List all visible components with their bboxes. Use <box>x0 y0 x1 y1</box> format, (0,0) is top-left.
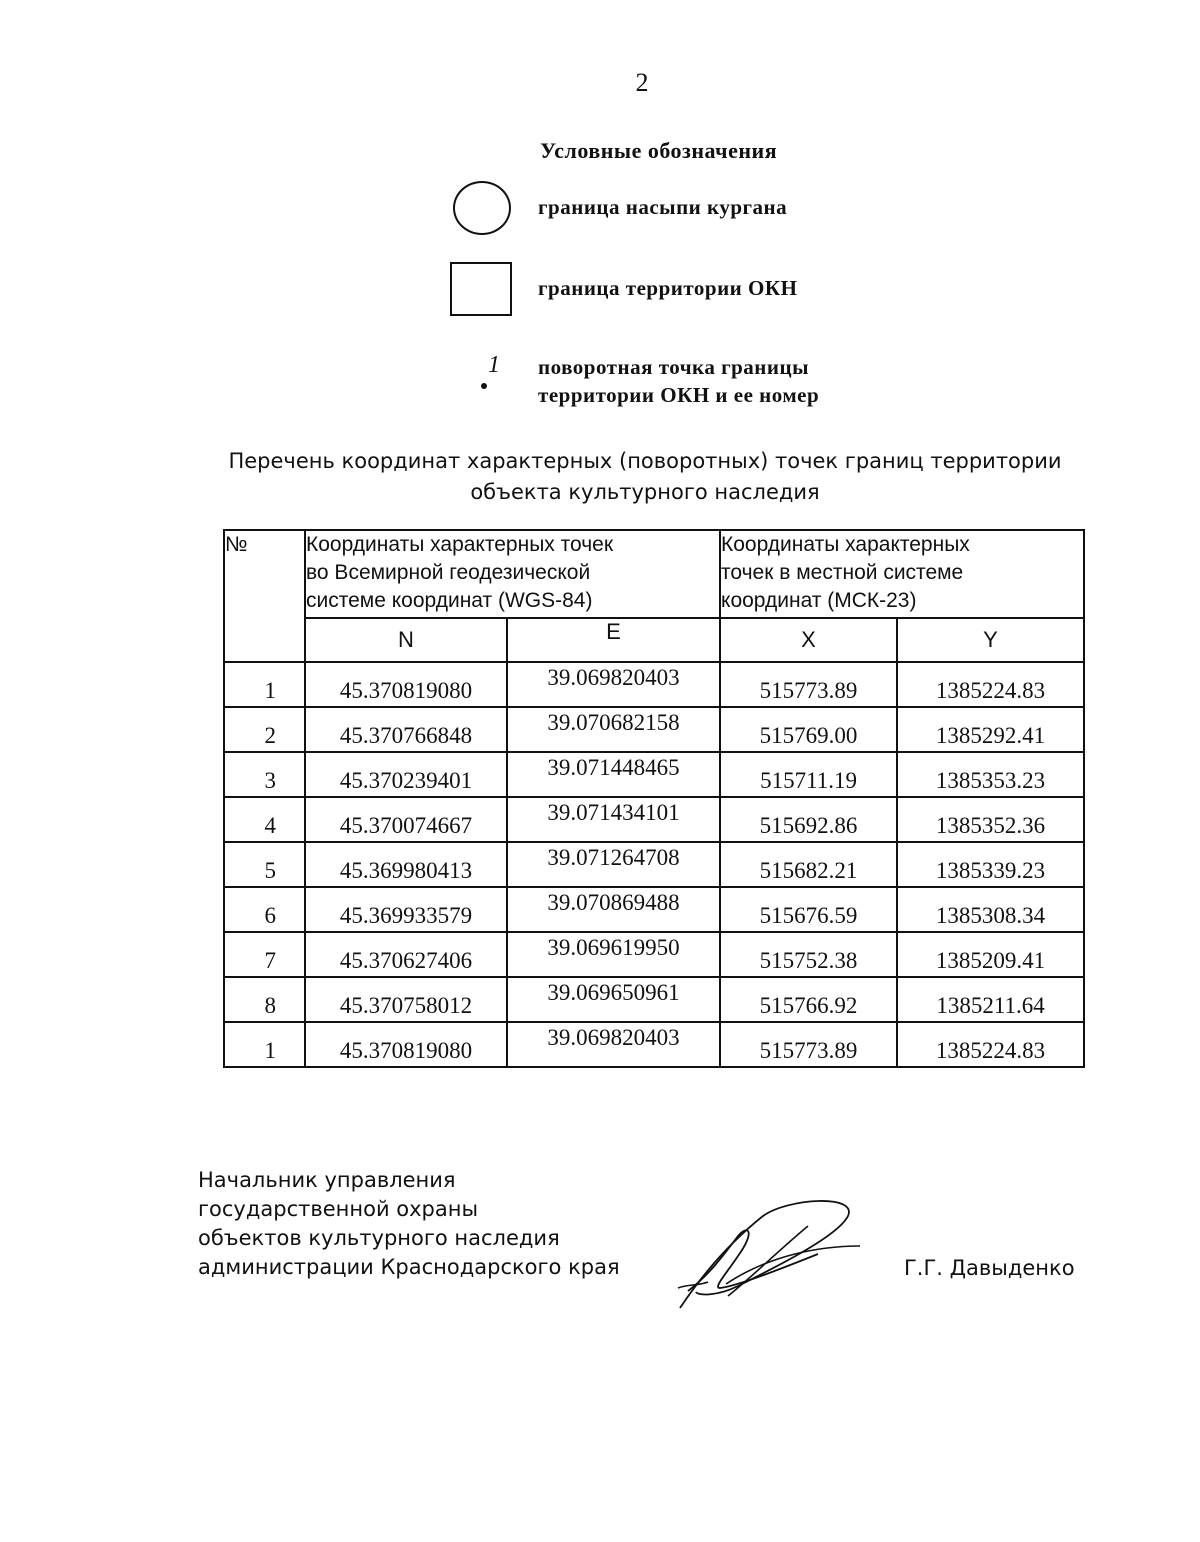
cell-y: 1385292.41 <box>897 707 1084 752</box>
cell-n: 45.369933579 <box>305 887 507 932</box>
cell-number: 7 <box>224 932 305 977</box>
header-number: № <box>224 530 305 662</box>
signatory-title-line: объектов культурного наследия <box>198 1226 560 1250</box>
signatory-title-line: государственной охраны <box>198 1197 479 1221</box>
cell-number: 6 <box>224 887 305 932</box>
cell-number: 3 <box>224 752 305 797</box>
table-row <box>224 977 1084 1022</box>
cell-y: 1385224.83 <box>897 1022 1084 1067</box>
cell-y: 1385352.36 <box>897 797 1084 842</box>
cell-x: 515711.19 <box>720 752 897 797</box>
cell-e: 39.070682158 <box>507 707 720 752</box>
header-wgs84: Координаты характерных точек во Всемирной геодезической системе координат (WGS-84) <box>305 530 720 618</box>
legend-item-territory-boundary: граница территории ОКН <box>538 276 798 300</box>
table-row <box>224 752 1084 797</box>
circle-icon <box>453 181 511 235</box>
coordinates-table <box>223 529 1085 1068</box>
cell-number: 4 <box>224 797 305 842</box>
cell-n: 45.370758012 <box>305 977 507 1022</box>
cell-number: 2 <box>224 707 305 752</box>
cell-y: 1385209.41 <box>897 932 1084 977</box>
signatory-title-line: администрации Краснодарского края <box>198 1255 620 1279</box>
legend-item-turning-point-line2: территории ОКН и ее номер <box>538 383 820 407</box>
cell-n: 45.370819080 <box>305 1022 507 1067</box>
cell-e: 39.070869488 <box>507 887 720 932</box>
cell-n: 45.370074667 <box>305 797 507 842</box>
turning-point-icon-number: 1 <box>488 352 500 378</box>
cell-x: 515692.86 <box>720 797 897 842</box>
cell-n: 45.370239401 <box>305 752 507 797</box>
cell-y: 1385224.83 <box>897 662 1084 707</box>
cell-number: 1 <box>224 1022 305 1067</box>
cell-number: 8 <box>224 977 305 1022</box>
cell-e: 39.071448465 <box>507 752 720 797</box>
cell-number: 1 <box>224 662 305 707</box>
table-row <box>224 887 1084 932</box>
cell-x: 515682.21 <box>720 842 897 887</box>
cell-e: 39.069820403 <box>507 1022 720 1067</box>
page-number: 2 <box>635 68 649 97</box>
cell-e: 39.071434101 <box>507 797 720 842</box>
cell-e: 39.071264708 <box>507 842 720 887</box>
square-icon <box>450 262 512 316</box>
signatory-title-line: Начальник управления <box>198 1168 456 1192</box>
header-y: Y <box>897 618 1084 662</box>
cell-x: 515766.92 <box>720 977 897 1022</box>
header-msk23: Координаты характерных точек в местной системе координат (МСК-23) <box>720 530 1084 618</box>
legend-item-mound-boundary: граница насыпи кургана <box>538 195 788 219</box>
table-subheader-row <box>224 618 1084 662</box>
signatory-title <box>198 1166 620 1282</box>
cell-n: 45.370819080 <box>305 662 507 707</box>
legend-item-turning-point-line1: поворотная точка границы <box>538 355 809 379</box>
cell-y: 1385308.34 <box>897 887 1084 932</box>
cell-n: 45.370627406 <box>305 932 507 977</box>
caption-line-1: Перечень координат характерных (поворотных) точек границ территории <box>228 449 1062 473</box>
table-header-row <box>224 530 1084 618</box>
cell-x: 515773.89 <box>720 1022 897 1067</box>
cell-e: 39.069820403 <box>507 662 720 707</box>
cell-x: 515752.38 <box>720 932 897 977</box>
cell-number: 5 <box>224 842 305 887</box>
handwritten-signature <box>668 1196 868 1316</box>
cell-e: 39.069650961 <box>507 977 720 1022</box>
cell-x: 515676.59 <box>720 887 897 932</box>
turning-point-icon <box>481 383 487 389</box>
table-row <box>224 932 1084 977</box>
cell-x: 515769.00 <box>720 707 897 752</box>
signer-name: Г.Г. Давыденко <box>904 1256 1075 1280</box>
table-row <box>224 707 1084 752</box>
cell-y: 1385211.64 <box>897 977 1084 1022</box>
table-row <box>224 797 1084 842</box>
table-row <box>224 662 1084 707</box>
cell-n: 45.369980413 <box>305 842 507 887</box>
table-row <box>224 1022 1084 1067</box>
cell-x: 515773.89 <box>720 662 897 707</box>
header-e: E <box>507 618 720 662</box>
header-x: X <box>720 618 897 662</box>
caption-line-2: объекта культурного наследия <box>470 480 820 504</box>
header-n: N <box>305 618 507 662</box>
cell-n: 45.370766848 <box>305 707 507 752</box>
table-row <box>224 842 1084 887</box>
cell-e: 39.069619950 <box>507 932 720 977</box>
cell-y: 1385353.23 <box>897 752 1084 797</box>
table-caption <box>0 446 1200 508</box>
legend-title: Условные обозначения <box>540 138 778 163</box>
cell-y: 1385339.23 <box>897 842 1084 887</box>
